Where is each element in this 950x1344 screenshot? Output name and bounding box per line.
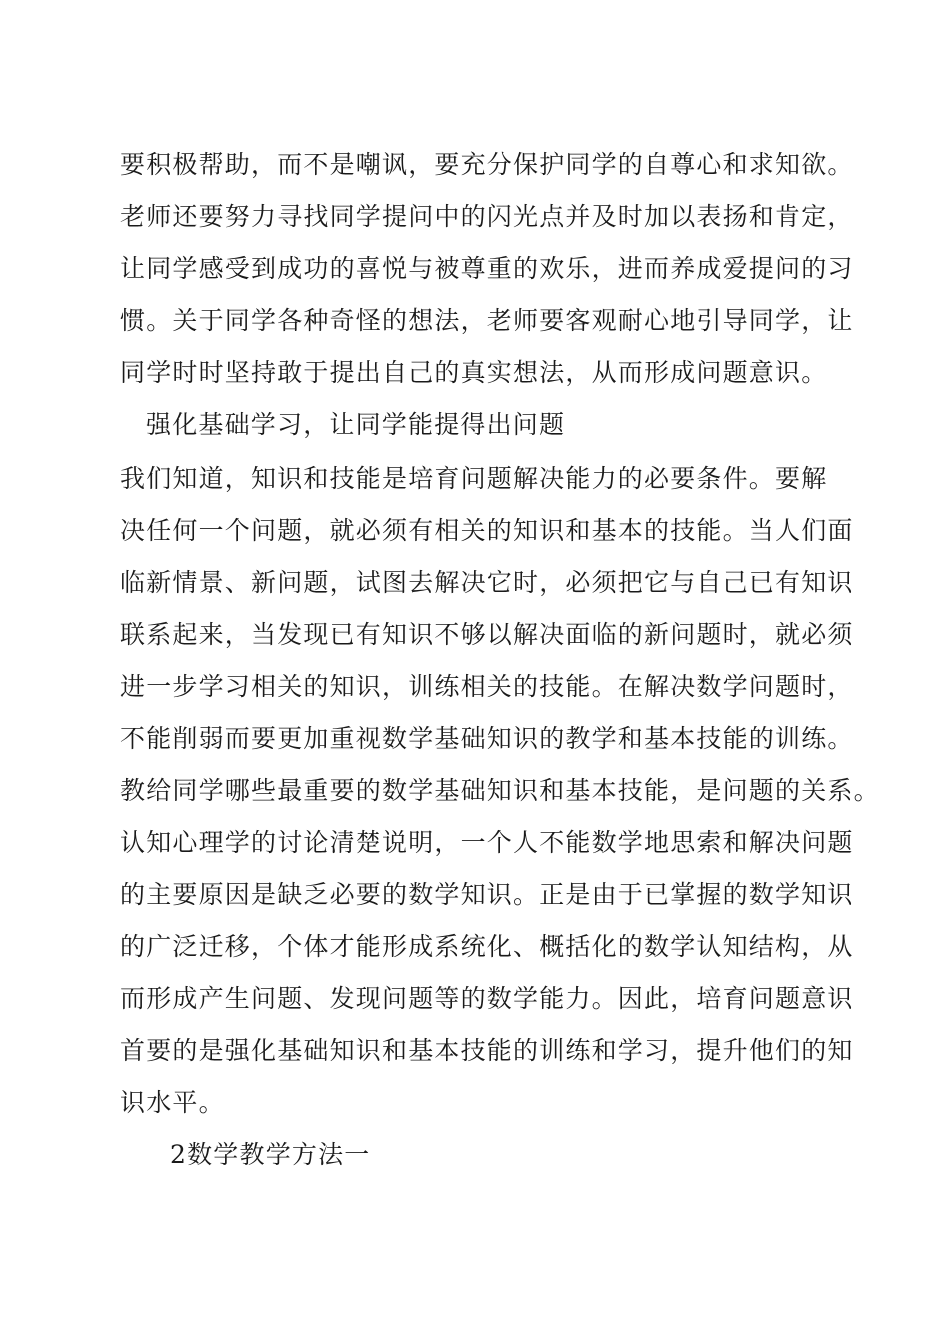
paragraph-2-line: 决任何一个问题，就必须有相关的知识和基本的技能。当人们面 <box>120 516 854 545</box>
paragraph-2-line: 的广泛迁移，个体才能形成系统化、概括化的数学认知结构，从 <box>120 932 854 961</box>
paragraph-2-line: 识水平。 <box>120 1088 225 1117</box>
paragraph-1-line: 让同学感受到成功的喜悦与被尊重的欢乐，进而养成爱提问的习 <box>120 254 854 283</box>
paragraph-2-line: 的主要原因是缺乏必要的数学知识。正是由于已掌握的数学知识 <box>120 880 854 909</box>
section-title: 2数学教学方法一 <box>170 1140 371 1169</box>
paragraph-1-line: 老师还要努力寻找同学提问中的闪光点并及时加以表扬和肯定， <box>120 202 854 231</box>
paragraph-2-line: 不能削弱而要更加重视数学基础知识的教学和基本技能的训练。 <box>120 724 854 753</box>
section-heading: 强化基础学习，让同学能提得出问题 <box>146 410 566 439</box>
paragraph-1-line: 要积极帮助，而不是嘲讽，要充分保护同学的自尊心和求知欲。 <box>120 150 854 179</box>
paragraph-2-line: 我们知道，知识和技能是培育问题解决能力的必要条件。要解 <box>120 464 828 493</box>
paragraph-2-line: 联系起来，当发现已有知识不够以解决面临的新问题时，就必须 <box>120 620 854 649</box>
paragraph-2-line: 认知心理学的讨论清楚说明，一个人不能数学地思索和解决问题 <box>120 828 854 857</box>
paragraph-2-line: 教给同学哪些最重要的数学基础知识和基本技能，是问题的关系。 <box>120 776 880 805</box>
paragraph-1-line: 同学时时坚持敢于提出自己的真实想法，从而形成问题意识。 <box>120 358 828 387</box>
paragraph-2-line: 首要的是强化基础知识和基本技能的训练和学习，提升他们的知 <box>120 1036 854 1065</box>
paragraph-1-line: 惯。关于同学各种奇怪的想法，老师要客观耐心地引导同学，让 <box>120 306 854 335</box>
paragraph-2-line: 临新情景、新问题，试图去解决它时，必须把它与自己已有知识 <box>120 568 854 597</box>
paragraph-2-line: 进一步学习相关的知识，训练相关的技能。在解决数学问题时， <box>120 672 854 701</box>
paragraph-2-line: 而形成产生问题、发现问题等的数学能力。因此，培育问题意识 <box>120 984 854 1013</box>
